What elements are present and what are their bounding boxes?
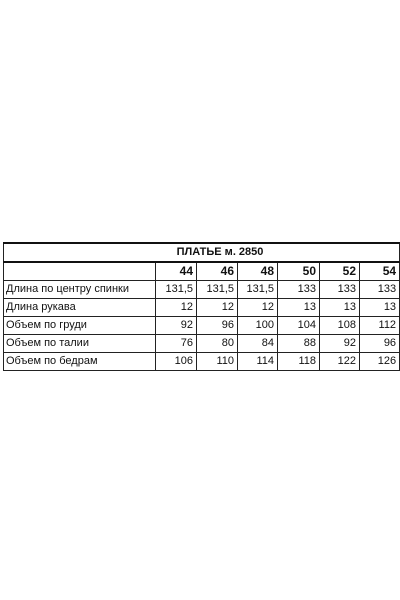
table-title: ПЛАТЬЕ м. 2850 (4, 243, 400, 262)
value-cell: 12 (197, 299, 238, 317)
row-label: Объем по талии (4, 335, 156, 353)
table-row (4, 299, 400, 317)
value-cell: 114 (238, 353, 278, 371)
value-cell: 80 (197, 335, 238, 353)
table-row (4, 335, 400, 353)
size-chart-table (3, 242, 400, 371)
value-cell: 13 (360, 299, 400, 317)
table-row (4, 281, 400, 299)
value-cell: 92 (320, 335, 360, 353)
value-cell: 106 (156, 353, 197, 371)
value-cell: 122 (320, 353, 360, 371)
value-cell: 12 (238, 299, 278, 317)
sizes-header-row (4, 262, 400, 281)
row-label: Длина по центру спинки (4, 281, 156, 299)
value-cell: 133 (360, 281, 400, 299)
value-cell: 131,5 (156, 281, 197, 299)
value-cell: 13 (278, 299, 320, 317)
value-cell: 12 (156, 299, 197, 317)
value-cell: 131,5 (238, 281, 278, 299)
value-cell: 118 (278, 353, 320, 371)
value-cell: 96 (197, 317, 238, 335)
row-label: Длина рукава (4, 299, 156, 317)
header-blank-cell (4, 262, 156, 281)
value-cell: 100 (238, 317, 278, 335)
value-cell: 112 (360, 317, 400, 335)
size-header: 52 (320, 262, 360, 281)
value-cell: 104 (278, 317, 320, 335)
size-header: 50 (278, 262, 320, 281)
value-cell: 133 (320, 281, 360, 299)
value-cell: 84 (238, 335, 278, 353)
value-cell: 13 (320, 299, 360, 317)
table-row (4, 317, 400, 335)
value-cell: 110 (197, 353, 238, 371)
size-header: 44 (156, 262, 197, 281)
size-header: 48 (238, 262, 278, 281)
value-cell: 133 (278, 281, 320, 299)
value-cell: 96 (360, 335, 400, 353)
table-row (4, 353, 400, 371)
value-cell: 92 (156, 317, 197, 335)
row-label: Объем по груди (4, 317, 156, 335)
size-header: 54 (360, 262, 400, 281)
value-cell: 126 (360, 353, 400, 371)
value-cell: 76 (156, 335, 197, 353)
value-cell: 108 (320, 317, 360, 335)
row-label: Объем по бедрам (4, 353, 156, 371)
value-cell: 88 (278, 335, 320, 353)
size-header: 46 (197, 262, 238, 281)
value-cell: 131,5 (197, 281, 238, 299)
title-row (4, 243, 400, 262)
